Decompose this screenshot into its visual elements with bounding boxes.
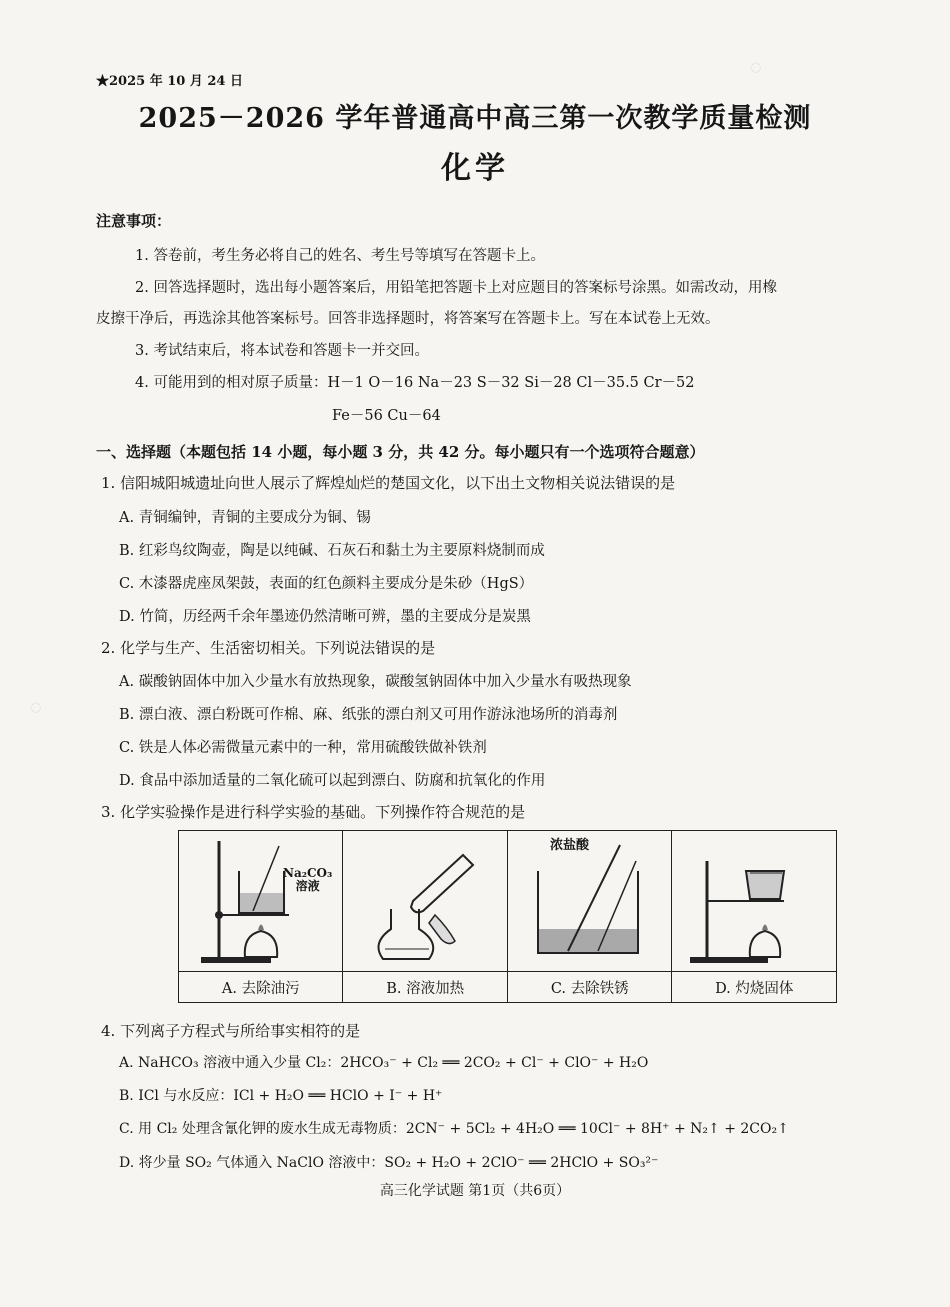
question-stem: 3. 化学实验操作是进行科学实验的基础。下列操作符合规范的是 bbox=[101, 803, 526, 821]
notice-item: 2. 回答选择题时，选出每小题答案后，用铅笔把答题卡上对应题目的答案标号涂黑。如需改动，用橡 bbox=[135, 280, 777, 296]
page-footer: 高三化学试题 第1页（共6页） bbox=[379, 1183, 571, 1199]
question-stem: 1. 信阳城阳城遗址向世人展示了辉煌灿烂的楚国文化，以下出土文物相关说法错误的是 bbox=[101, 474, 676, 492]
notice-item: 3. 考试结束后，将本试卷和答题卡一并交回。 bbox=[135, 343, 429, 359]
option-a: A. 青铜编钟，青铜的主要成分为铜、锡 bbox=[119, 510, 371, 526]
caption-d: D. 灼烧固体 bbox=[672, 972, 837, 1003]
figure-b-cell bbox=[343, 831, 507, 972]
option-c: C. 木漆器虎座凤架鼓，表面的红色颜料主要成分是朱砂（HgS） bbox=[119, 576, 534, 592]
option-c: C. 用 Cl₂ 处理含氰化钾的废水生成无毒物质：2CN⁻ + 5Cl₂ + 4H₂O ══ 10Cl⁻ + 8H⁺ + N₂↑ + 2CO₂↑ bbox=[119, 1121, 789, 1137]
option-a: A. 碳酸钠固体中加入少量水有放热现象，碳酸氢钠固体中加入少量水有吸热现象 bbox=[119, 674, 632, 690]
notice-item: 4. 可能用到的相对原子质量：H－1 O－16 Na－23 S－32 Si－28 Cl－35.5 Cr－52 bbox=[135, 375, 695, 391]
caption-b: B. 溶液加热 bbox=[343, 972, 507, 1003]
caption-c: C. 去除铁锈 bbox=[507, 972, 671, 1003]
option-b: B. ICl 与水反应：ICl + H₂O ══ HClO + I⁻ + H⁺ bbox=[119, 1088, 443, 1104]
bleed-through-mark: ◌ bbox=[750, 60, 762, 75]
apparatus-figure-table bbox=[178, 830, 837, 1003]
section-heading: 一、选择题（本题包括 14 小题，每小题 3 分，共 42 分。每小题只有一个选项符合题意） bbox=[96, 443, 705, 461]
heating-beaker-drawing bbox=[179, 831, 343, 971]
crucible-heating-drawing bbox=[672, 831, 836, 971]
pouring-test-tube-drawing bbox=[343, 831, 507, 971]
option-c: C. 铁是人体必需微量元素中的一种，常用硫酸铁做补铁剂 bbox=[119, 740, 487, 756]
option-b: B. 红彩鸟纹陶壶，陶是以纯碱、石灰石和黏土为主要原料烧制而成 bbox=[119, 543, 545, 559]
question-stem: 2. 化学与生产、生活密切相关。下列说法错误的是 bbox=[101, 639, 436, 657]
notice-item: 1. 答卷前，考生务必将自己的姓名、考生号等填写在答题卡上。 bbox=[135, 248, 545, 264]
option-b: B. 漂白液、漂白粉既可作棉、麻、纸张的漂白剂又可用作游泳池场所的消毒剂 bbox=[119, 707, 618, 723]
notice-heading: 注意事项： bbox=[96, 212, 172, 230]
figure-a-cell bbox=[179, 831, 343, 972]
question-stem: 4. 下列离子方程式与所给事实相符的是 bbox=[101, 1022, 361, 1040]
hcl-label: 浓盐酸 bbox=[549, 838, 589, 853]
option-d: D. 将少量 SO₂ 气体通入 NaClO 溶液中：SO₂ + H₂O + 2ClO⁻ ══ 2HClO + SO₃²⁻ bbox=[119, 1155, 659, 1171]
bleed-through-mark: ◌ bbox=[30, 700, 42, 715]
exam-title: 2025－2026 学年普通高中高三第一次教学质量检测 bbox=[138, 103, 812, 134]
na2co3-label: Na₂CO₃ 溶液 bbox=[283, 866, 333, 893]
figure-c-cell bbox=[507, 831, 671, 972]
acid-beaker-drawing bbox=[508, 831, 672, 971]
notice-item: Fe－56 Cu－64 bbox=[332, 408, 441, 424]
notice-item: 皮擦干净后，再选涂其他答案标号。回答非选择题时，将答案写在答题卡上。写在本试卷上无效。 bbox=[96, 311, 720, 327]
exam-subject: 化学 bbox=[441, 151, 509, 186]
option-d: D. 食品中添加适量的二氧化硫可以起到漂白、防腐和抗氧化的作用 bbox=[119, 773, 546, 789]
caption-a: A. 去除油污 bbox=[179, 972, 343, 1003]
figure-d-cell bbox=[672, 831, 837, 972]
option-d: D. 竹简，历经两千余年墨迹仍然清晰可辨，墨的主要成分是炭黑 bbox=[119, 609, 531, 625]
option-a: A. NaHCO₃ 溶液中通入少量 Cl₂：2HCO₃⁻ + Cl₂ ══ 2CO₂ + Cl⁻ + ClO⁻ + H₂O bbox=[119, 1055, 649, 1071]
exam-date: ★2025 年 10 月 24 日 bbox=[96, 74, 243, 89]
